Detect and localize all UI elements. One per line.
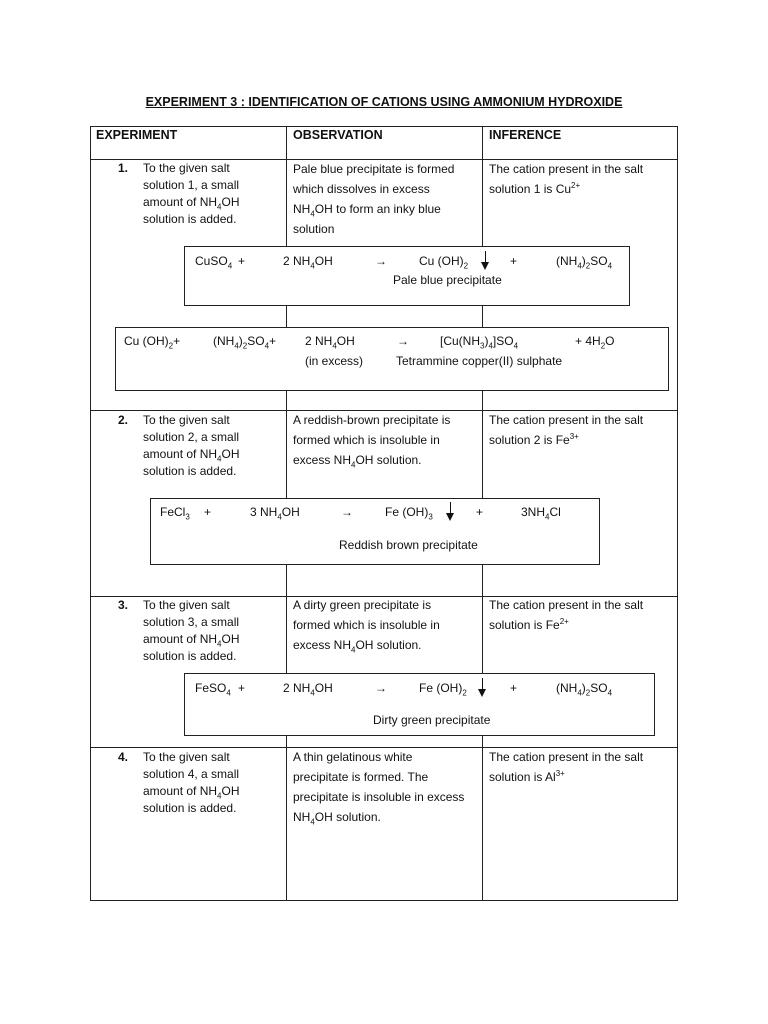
- table-border-top: [90, 126, 678, 127]
- plus-sign: +: [238, 681, 246, 695]
- equation-reactant: FeCl$_3$: [160, 505, 190, 522]
- experiment-text: To the given salt solution 4, a small amount of $NH_4OH$ solution is added.: [143, 750, 240, 815]
- equation-reactant: 2 $NH_4OH$: [283, 681, 333, 698]
- equation-reactant: FeSO$_4$: [195, 681, 231, 698]
- experiment-text: To the given salt solution 1, a small amount of $NH_4OH$ solution is added.: [143, 161, 240, 226]
- table-border-left: [90, 126, 91, 901]
- precipitate-label: Dirty green precipitate: [373, 713, 491, 727]
- equation-product: $3NH_4Cl$: [521, 505, 561, 522]
- equation-product: $(NH_4)_2SO_4$: [556, 681, 613, 698]
- observation-text: A reddish-brown precipitate is formed which is insoluble in excess $NH_4OH$ solution.: [293, 413, 451, 470]
- plus-sign: +: [510, 681, 518, 695]
- equation-product: $[Cu(NH_3)_4]SO_4$: [440, 334, 519, 351]
- header-experiment: EXPERIMENT: [96, 128, 178, 142]
- plus-sign: +: [476, 505, 484, 519]
- reaction-arrow: →: [375, 681, 387, 695]
- equation-product: + $4H_2O$: [575, 334, 615, 351]
- reaction-arrow: →: [375, 254, 387, 268]
- product-label: Tetrammine copper(II) sulphate: [396, 354, 563, 368]
- header-observation: OBSERVATION: [293, 128, 383, 142]
- observation-text: A dirty green precipitate is formed which is insoluble in excess $NH_4OH$ solution.: [293, 598, 440, 655]
- observation-text: Pale blue precipitate is formed which dissolves in excess $NH_4OH$ to form an inky blue solution: [293, 162, 455, 236]
- equation-product: Cu $(OH)_2$: [419, 254, 469, 271]
- equation-reactant: Cu $(OH)_2+$: [124, 334, 181, 351]
- equation-product: Fe $(OH)_3$: [385, 505, 433, 522]
- reaction-arrow: →: [341, 505, 353, 519]
- precipitate-down-arrow-icon: [478, 689, 486, 697]
- precipitate-label: Reddish brown precipitate: [339, 538, 478, 552]
- equation-reactant: 2 $NH_4OH$: [305, 334, 355, 351]
- equation-product: $(NH_4)_2SO_4$: [556, 254, 613, 271]
- excess-note: (in excess): [305, 354, 364, 368]
- row-number: 3.: [118, 598, 129, 612]
- equation-reactant: 3 $NH_4OH$: [250, 505, 300, 522]
- equation-reactant: 2 $NH_4OH$: [283, 254, 333, 271]
- inference-text: The cation present in the salt solution 2 is $Fe^{3+}$: [489, 413, 644, 447]
- equation-reactant: CuSO$_4$: [195, 254, 233, 271]
- reaction-arrow: →: [397, 334, 409, 348]
- page-title: EXPERIMENT 3 : IDENTIFICATION OF CATIONS USING AMMONIUM HYDROXIDE: [145, 95, 623, 109]
- experiment-text: To the given salt solution 2, a small amount of $NH_4OH$ solution is added.: [143, 413, 240, 478]
- inference-text: The cation present in the salt solution is $Al^{3+}$: [489, 750, 644, 784]
- row-number: 4.: [118, 750, 129, 764]
- observation-text: A thin gelatinous white precipitate is formed. The precipitate is insoluble in excess $NH_4OH$ solution.: [293, 750, 465, 827]
- precipitate-down-arrow-icon: [481, 262, 489, 270]
- inference-text: The cation present in the salt solution 1 is $Cu^{2+}$: [489, 162, 644, 196]
- table-border-right: [677, 126, 678, 901]
- header-inference: INFERENCE: [489, 128, 562, 142]
- precipitate-label: Pale blue precipitate: [393, 273, 502, 287]
- precipitate-down-arrow-icon: [446, 513, 454, 521]
- plus-sign: +: [204, 505, 212, 519]
- table-border-bottom: [90, 900, 678, 901]
- row-number: 1.: [118, 161, 129, 175]
- equation-reactant: $(NH_4)_2SO_4+$: [213, 334, 277, 351]
- plus-sign: +: [510, 254, 518, 268]
- equation-product: Fe $(OH)_2$: [419, 681, 467, 698]
- plus-sign: +: [238, 254, 246, 268]
- inference-text: The cation present in the salt solution is $Fe^{2+}$: [489, 598, 644, 632]
- row-number: 2.: [118, 413, 129, 427]
- experiment-text: To the given salt solution 3, a small amount of $NH_4OH$ solution is added.: [143, 598, 240, 663]
